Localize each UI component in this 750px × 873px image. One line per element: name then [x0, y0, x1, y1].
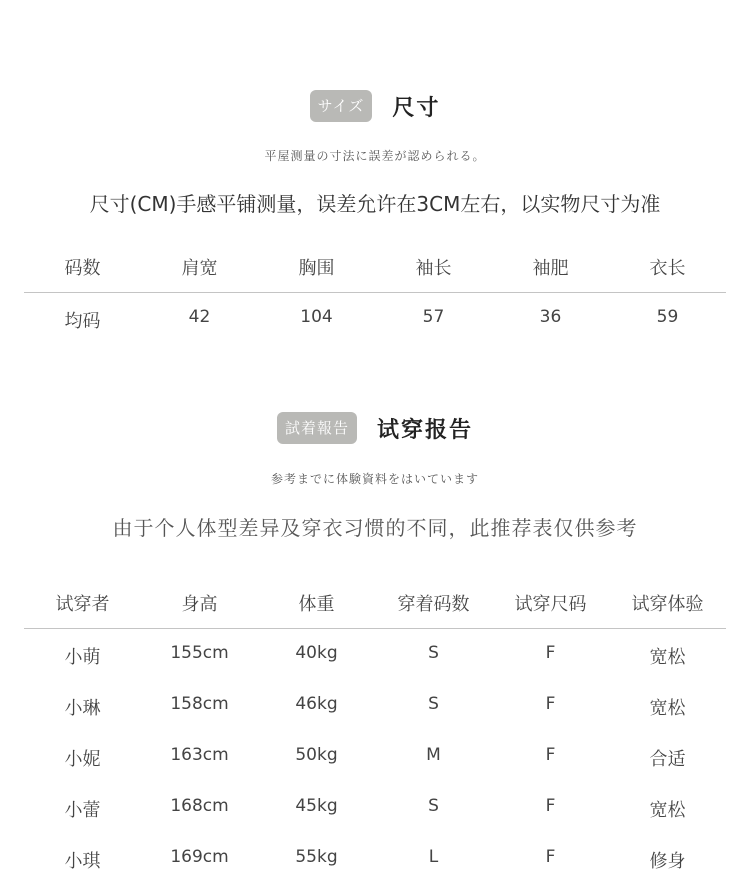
fit-cell: F	[545, 643, 556, 663]
fit-note: 由于个人体型差异及穿衣习惯的不同，此推荐表仅供参考	[112, 516, 638, 540]
fit-cell: 小妮	[64, 749, 101, 770]
size-badge: サイズ	[310, 90, 373, 122]
fit-header-height: 身高	[181, 594, 218, 615]
size-cell: 59	[656, 307, 679, 327]
fit-cell: 小蕾	[64, 800, 101, 821]
size-cell: 36	[539, 307, 562, 327]
fit-cell: 宽松	[649, 800, 686, 821]
fit-cell: 168cm	[170, 796, 229, 816]
fit-cell: 小萌	[64, 647, 101, 668]
size-subtitle-jp: 平屋测量の寸法に誤差が認められる。	[264, 149, 486, 163]
table-row	[24, 745, 726, 771]
fit-cell: F	[545, 694, 556, 714]
table-row	[24, 643, 726, 669]
fit-header-usual-size: 穿着码数	[397, 594, 470, 615]
size-cell: 42	[188, 307, 211, 327]
table-row	[24, 847, 726, 873]
fit-cell: 155cm	[170, 643, 229, 663]
size-header-chest: 胸围	[298, 258, 335, 279]
size-section-header	[0, 90, 750, 122]
fit-badge: 試着報告	[277, 412, 357, 444]
fit-cell: 169cm	[170, 847, 229, 867]
fit-cell: 45kg	[295, 796, 338, 816]
fit-cell: 158cm	[170, 694, 229, 714]
fit-header-weight: 体重	[298, 594, 335, 615]
fit-section-header	[0, 412, 750, 444]
fit-subtitle-jp: 参考までに体験資料をはいています	[270, 472, 479, 486]
fit-cell: 宽松	[649, 647, 686, 668]
fit-cell: 50kg	[295, 745, 338, 765]
fit-cell: 小琪	[64, 851, 101, 872]
fit-cell: 修身	[649, 851, 686, 872]
table-row	[24, 307, 726, 333]
fit-cell: 宽松	[649, 698, 686, 719]
size-note: 尺寸(CM)手感平铺测量，误差允许在3CM左右，以实物尺寸为准	[89, 192, 661, 216]
size-cell: 57	[422, 307, 445, 327]
fit-header-tried-size: 试穿尺码	[514, 594, 587, 615]
size-header-length: 衣长	[649, 258, 686, 279]
size-cell: 均码	[64, 311, 101, 332]
fit-table	[24, 590, 726, 873]
fit-cell: L	[428, 847, 439, 867]
fit-cell: S	[428, 796, 439, 816]
size-table	[24, 254, 726, 333]
fit-cell: F	[545, 796, 556, 816]
fit-cell: F	[545, 745, 556, 765]
fit-cell: 小琳	[64, 698, 101, 719]
fit-title: 试穿报告	[377, 417, 474, 443]
fit-cell: F	[545, 847, 556, 867]
size-cell: 104	[300, 307, 333, 327]
size-title: 尺寸	[392, 95, 441, 121]
fit-header-experience: 试穿体验	[631, 594, 704, 615]
fit-cell: 40kg	[295, 643, 338, 663]
fit-cell: 163cm	[170, 745, 229, 765]
fit-cell: 46kg	[295, 694, 338, 714]
size-header-code: 码数	[64, 258, 101, 279]
size-table-header-row	[24, 254, 726, 293]
table-row	[24, 694, 726, 720]
fit-cell: S	[428, 694, 439, 714]
fit-header-tester: 试穿者	[55, 594, 110, 615]
fit-cell: M	[426, 745, 441, 765]
size-header-shoulder: 肩宽	[181, 258, 218, 279]
fit-cell: 合适	[649, 749, 686, 770]
size-header-sleeve-width: 袖肥	[532, 258, 569, 279]
fit-cell: S	[428, 643, 439, 663]
table-row	[24, 796, 726, 822]
fit-cell: 55kg	[295, 847, 338, 867]
fit-table-header-row	[24, 590, 726, 629]
size-header-sleeve-length: 袖长	[415, 258, 452, 279]
